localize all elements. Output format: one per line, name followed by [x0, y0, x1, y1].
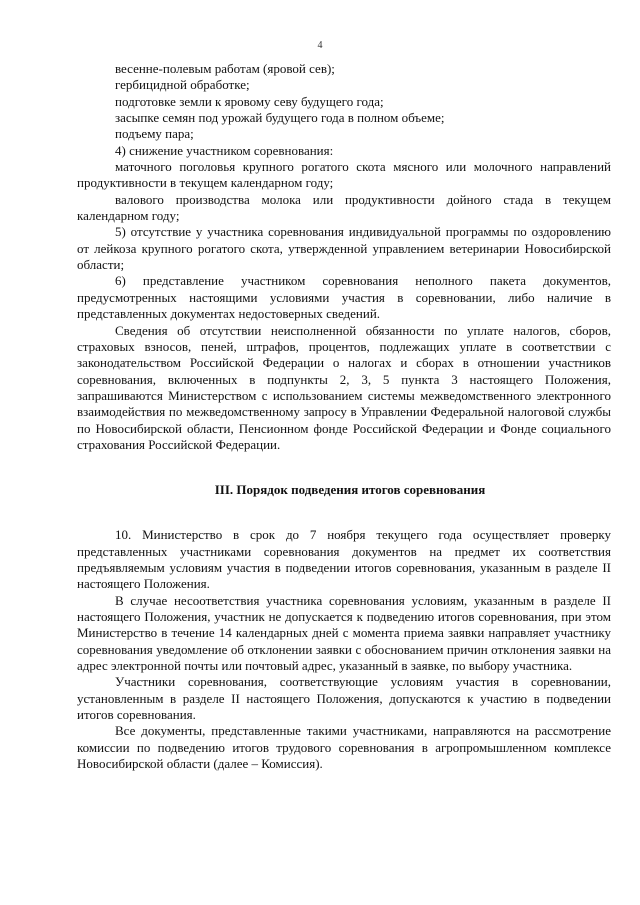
paragraph: Все документы, представленные такими участниками, направляются на рассмотрение комиссии по подведению итогов трудового соревнования в агропромышленном комплексе Новосибирской области (далее – Комиссия). [77, 723, 611, 772]
paragraph: засыпке семян под урожай будущего года в полном объеме; [115, 110, 445, 126]
paragraph: 6) представление участником соревнования неполного пакета документов, предусмотренных настоящими условиями участия в соревновании, либо наличие в представленных документах недостоверных сведений. [77, 273, 611, 322]
paragraph: Участники соревнования, соответствующие условиям участия в соревновании, установленным в разделе II настоящего Положения, допускаются к участию в подведении итогов соревнования. [77, 674, 611, 723]
paragraph: валового производства молока или продуктивности дойного стада в текущем календарном году; [77, 191, 611, 224]
paragraph: Сведения об отсутствии неисполненной обязанности по уплате налогов, сборов, страховых взносов, пеней, штрафов, процентов, подлежащих уплате в соответствии с законодательством Российской Федерации о налогах и сборах в отношении участников соревнования, включенных в подпункты 2, 3, 5 пункта 3 настоящего Положения, запрашиваются Министерством с использованием системы межведомственного электронного взаимодействия по межведомственному запросу в Управлении Федеральной налоговой службы по Новосибирской области, Пенсионном фонде Российской Федерации и Фонде социального страхования Российской Федерации. [77, 322, 611, 452]
paragraph: гербицидной обработке; [115, 77, 250, 93]
paragraph: В случае несоответствия участника соревнования условиям, указанным в разделе II настоящего Положения, участник не допускается к подведению итогов соревнования, при этом Министерство в течение 14 календарных дней с момента приема заявки направляет участнику соревнования уведомление об отклонении заявки с обоснованием причин отклонения заявки на адрес электронной почты или почтовый адрес, указанный в заявке, по выбору участника. [77, 592, 611, 673]
paragraph: весенне-полевым работам (яровой сев); [115, 61, 335, 76]
paragraph: 10. Министерство в срок до 7 ноября текущего года осуществляет проверку представленных участниками соревнования документов на предмет их соответствия предъявляемым условиям участия в подведении итогов соревнования, указанным в разделе II настоящего Положения. [77, 527, 611, 592]
document-body [77, 61, 611, 772]
paragraph: маточного поголовья крупного рогатого скота мясного или молочного направлений продуктивности в текущем календарном году; [77, 159, 611, 191]
section-heading: III. Порядок подведения итогов соревнования [214, 482, 486, 498]
paragraph: 5) отсутствие у участника соревнования индивидуальной программы по оздоровлению от лейкоза крупного рогатого скота, утвержденной управлением ветеринарии Новосибирской области; [77, 224, 611, 273]
paragraph: подъему пара; [115, 126, 194, 142]
paragraph: 4) снижение участником соревнования: [115, 142, 334, 158]
page-number: 4 [317, 40, 323, 51]
paragraph: подготовке земли к яровому севу будущего года; [115, 93, 384, 109]
